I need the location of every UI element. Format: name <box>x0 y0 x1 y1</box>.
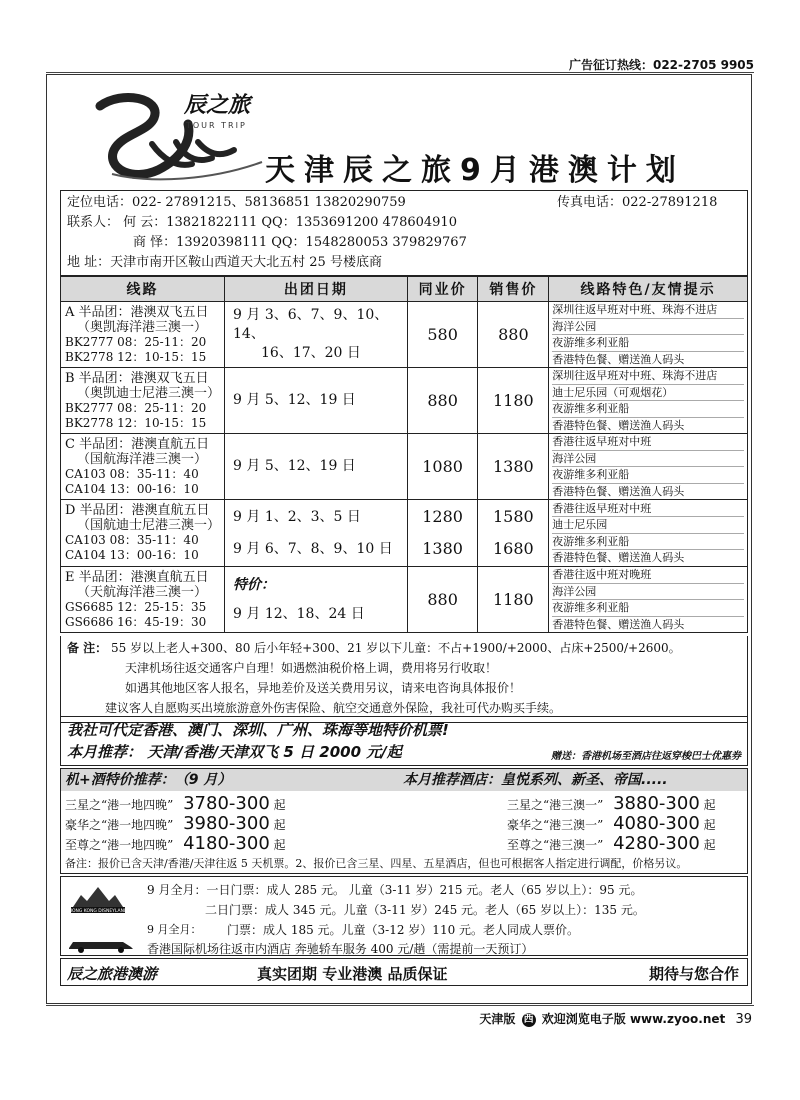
date-line: 9 月 3、6、7、9、10、14、 <box>233 307 389 342</box>
trade-price: 580 <box>407 302 478 368</box>
flight: GS6685 12：25-15：35 <box>65 599 207 614</box>
route-name: B 半品团：港澳双飞五日 <box>65 370 209 386</box>
retail-price: 1380 <box>478 434 549 500</box>
hotel-note: 备注：报价已含天津/香港/天津往返 5 天机票。2、报价已含三星、四星、五星酒店，但也可根据客人指定进行调配，价格另议。 <box>65 857 688 870</box>
date-line: 9 月 12、18、24 日 <box>233 605 365 622</box>
flight: CA104 13：00-16：10 <box>65 481 199 496</box>
package-label: 豪华之“港一地四晚” <box>65 818 174 832</box>
feature: 香港特色餐、赠送渔人码头 <box>552 418 685 432</box>
retail-price: 1680 <box>492 539 534 558</box>
feature: 香港特色餐、赠送渔人码头 <box>552 617 685 631</box>
bottom-rule <box>46 1005 754 1006</box>
package-price: 3980-300 <box>183 813 270 834</box>
date-line: 9 月 6、7、8、9、10 日 <box>233 541 393 557</box>
disney-section <box>60 876 748 956</box>
package-unit: 起 <box>703 838 716 852</box>
note-line: 如遇其他地区客人报名，异地差价及送关费用另议，请来电咨询具体报价！ <box>125 681 522 695</box>
notes-section <box>60 636 748 723</box>
note-line: 建议客人自愿购买出境旅游意外伤害保险、航空交通意外保险，我社可代办购买手续。 <box>105 701 562 715</box>
trade-price: 1380 <box>422 539 463 558</box>
disneyland-logo-icon <box>67 885 129 915</box>
ticket-promo <box>60 716 748 766</box>
package-unit: 起 <box>273 798 286 812</box>
logo-subtext: TOUR TRIP <box>186 121 247 130</box>
feature: 深圳往返早班对中班、珠海不进店 <box>552 368 744 385</box>
promo-recommend: 本月推荐： 天津/香港/天津双飞 5 日 2000 元/起 <box>67 743 402 761</box>
package-unit: 起 <box>703 818 716 832</box>
note-line: 55 岁以上老人+300、80 后小年轻+300、21 岁以下儿童：不占+1900/+2000、占床+2500/+2600。 <box>111 641 681 655</box>
logo-text: 辰之旅 <box>184 93 251 118</box>
feature: 香港往返早班对中班 <box>552 434 744 451</box>
col-retail-price: 销售价 <box>478 277 549 302</box>
address-line: 地 址：天津市南开区鞍山西道天大北五村 25 号楼底商 <box>67 255 382 270</box>
feature: 香港往返中班对晚班 <box>552 567 744 584</box>
hotel-header <box>61 769 747 791</box>
trade-price: 1280 <box>422 507 463 526</box>
contact-person-1: 联系人： 何 云：13821822111 QQ：1353691200 478604910 <box>67 215 457 230</box>
limousine-icon <box>67 937 135 953</box>
package-price: 3880-300 <box>613 793 700 814</box>
package-unit: 起 <box>273 818 286 832</box>
welcome-text: 欢迎浏览电子版 www.zyoo.net <box>541 1012 726 1026</box>
feature: 香港特色餐、赠送渔人码头 <box>552 352 685 366</box>
slogan-cooperate: 期待与您合作 <box>648 965 739 983</box>
retail-price: 1180 <box>478 567 549 633</box>
package-label: 至尊之“港一地四晚” <box>65 838 174 852</box>
hotel-title: 机+酒特价推荐：（9 月） <box>65 772 232 788</box>
special-price-label: 特价： <box>233 576 276 593</box>
ticket-line: 9 月全月：一日门票：成人 285 元。 儿童（3-11 岁）215 元。老人（65 岁以上）：95 元。 <box>147 883 643 897</box>
table-row <box>61 368 748 434</box>
edition-badge-icon: 西 <box>523 1013 534 1025</box>
package-label: 三星之“港三澳一” <box>507 798 604 812</box>
flight: CA103 08：35-11：40 <box>65 466 199 481</box>
route-sub: （国航迪士尼港三澳一） <box>77 518 221 533</box>
table-row <box>61 302 748 368</box>
slogan-brand: 辰之旅港澳游 <box>67 965 158 983</box>
date-line: 9 月 5、12、19 日 <box>233 392 356 408</box>
package-unit: 起 <box>703 798 716 812</box>
fax-line: 传真电话：022-27891218 <box>557 195 718 210</box>
flight: CA104 13：00-16：10 <box>65 548 199 562</box>
table-row <box>61 434 748 500</box>
package-unit: 起 <box>273 838 286 852</box>
feature: 海洋公园 <box>552 584 744 601</box>
feature: 香港特色餐、赠送渔人码头 <box>552 484 685 498</box>
trade-price: 1080 <box>407 434 478 500</box>
route-name: C 半品团：港澳直航五日 <box>65 436 210 452</box>
route-sub: （国航海洋港三澳一） <box>77 451 208 467</box>
note-line: 天津机场往返交通客户自理！如遇燃油税价格上调，费用将另行收取！ <box>125 661 498 675</box>
date-line: 16、17、20 日 <box>261 345 361 361</box>
retail-price: 880 <box>478 302 549 368</box>
route-sub: （天航海洋港三澳一） <box>77 584 208 600</box>
contact-info <box>60 190 748 276</box>
disneyland-logo-text: HONG KONG DISNEYLAND <box>68 909 128 914</box>
table-row <box>61 500 748 567</box>
package-price: 4180-300 <box>183 833 270 854</box>
retail-price: 1180 <box>478 368 549 434</box>
tour-table <box>60 276 748 633</box>
ticket-line: 门票：成人 185 元。儿童（3-12 岁）110 元。老人同成人票价。 <box>227 923 580 937</box>
feature: 夜游维多利亚船 <box>552 534 744 551</box>
slogan-quality: 真实团期 专业港澳 品质保证 <box>257 965 448 983</box>
page-footer <box>479 1010 752 1027</box>
feature: 海洋公园 <box>552 451 744 468</box>
feature: 夜游维多利亚船 <box>552 335 744 352</box>
feature: 迪士尼乐园（可观烟花） <box>552 385 744 402</box>
promo-line: 我社可代定香港、澳门、深圳、广州、珠海等地特价机票! <box>67 721 449 739</box>
route-sub: （奥凯迪士尼港三澳一） <box>77 385 221 401</box>
hotel-recommend: 本月推荐酒店：皇悦系列、新圣、帝国..... <box>403 772 668 788</box>
feature: 夜游维多利亚船 <box>552 467 744 484</box>
feature: 夜游维多利亚船 <box>552 401 744 418</box>
package-label: 三星之“港一地四晚” <box>65 798 174 812</box>
flight: BK2778 12：10-15：15 <box>65 415 207 430</box>
feature: 香港特色餐、赠送渔人码头 <box>552 551 685 564</box>
col-dates: 出团日期 <box>225 277 408 302</box>
trade-price: 880 <box>407 567 478 633</box>
top-rule <box>46 72 754 73</box>
package-price: 4080-300 <box>613 813 700 834</box>
col-features: 线路特色/友情提示 <box>549 277 748 302</box>
limousine-service: 香港国际机场往返市内酒店 奔驰轿车服务 400 元/趟（需提前一天预订） <box>147 942 534 956</box>
footer-slogans <box>60 958 748 986</box>
flight: BK2777 08：25-11：20 <box>65 334 207 349</box>
package-label: 至尊之“港三澳一” <box>507 838 604 852</box>
feature: 海洋公园 <box>552 319 744 336</box>
feature: 深圳往返早班对中班、珠海不进店 <box>552 302 744 319</box>
flight: CA103 08：35-11：40 <box>65 533 199 547</box>
package-price: 3780-300 <box>183 793 270 814</box>
route-name: E 半品团：港澳直航五日 <box>65 569 209 585</box>
ticket-line-label: 9 月全月： <box>147 923 202 936</box>
ad-hotline: 广告征订热线：022-2705 9905 <box>568 58 754 72</box>
ticket-line: 二日门票：成人 345 元。儿童（3-11 岁）245 元。老人（65 岁以上）：135 元。 <box>205 903 645 917</box>
package-label: 豪华之“港三澳一” <box>507 818 604 832</box>
date-line: 9 月 5、12、19 日 <box>233 458 356 474</box>
feature: 迪士尼乐园 <box>552 517 744 534</box>
phone-line: 定位电话：022- 27891215、58136851 13820290759 <box>67 195 406 210</box>
flight: BK2778 12：10-15：15 <box>65 349 207 364</box>
col-trade-price: 同业价 <box>407 277 478 302</box>
promo-gift: 赠送：香港机场至酒店往返穿梭巴士优惠券 <box>551 751 741 762</box>
route-name: D 半品团：港澳直航五日 <box>65 503 210 518</box>
date-line: 9 月 1、2、3、5 日 <box>233 509 361 525</box>
contact-person-2: 商 怿：13920398111 QQ：1548280053 379829767 <box>133 235 467 250</box>
feature: 香港往返早班对中班 <box>552 501 744 518</box>
page-number: 39 <box>735 1012 752 1027</box>
flight: GS6686 16：45-19：30 <box>65 614 207 629</box>
package-price: 4280-300 <box>613 833 700 854</box>
edition-label: 天津版 <box>479 1012 516 1026</box>
hotel-section <box>60 768 748 874</box>
company-logo-icon <box>92 84 272 188</box>
page-title: 天津辰之旅9月港澳计划 <box>265 153 685 188</box>
retail-price: 1580 <box>492 507 534 526</box>
col-route: 线路 <box>61 277 225 302</box>
route-name: A 半品团：港澳双飞五日 <box>65 304 209 320</box>
notes-label: 备 注： <box>67 641 108 655</box>
feature: 夜游维多利亚船 <box>552 600 744 617</box>
route-sub: （奥凯海洋港三澳一） <box>77 319 208 335</box>
trade-price: 880 <box>407 368 478 434</box>
flight: BK2777 08：25-11：20 <box>65 400 207 415</box>
table-header-row <box>61 277 748 302</box>
table-row <box>61 567 748 633</box>
